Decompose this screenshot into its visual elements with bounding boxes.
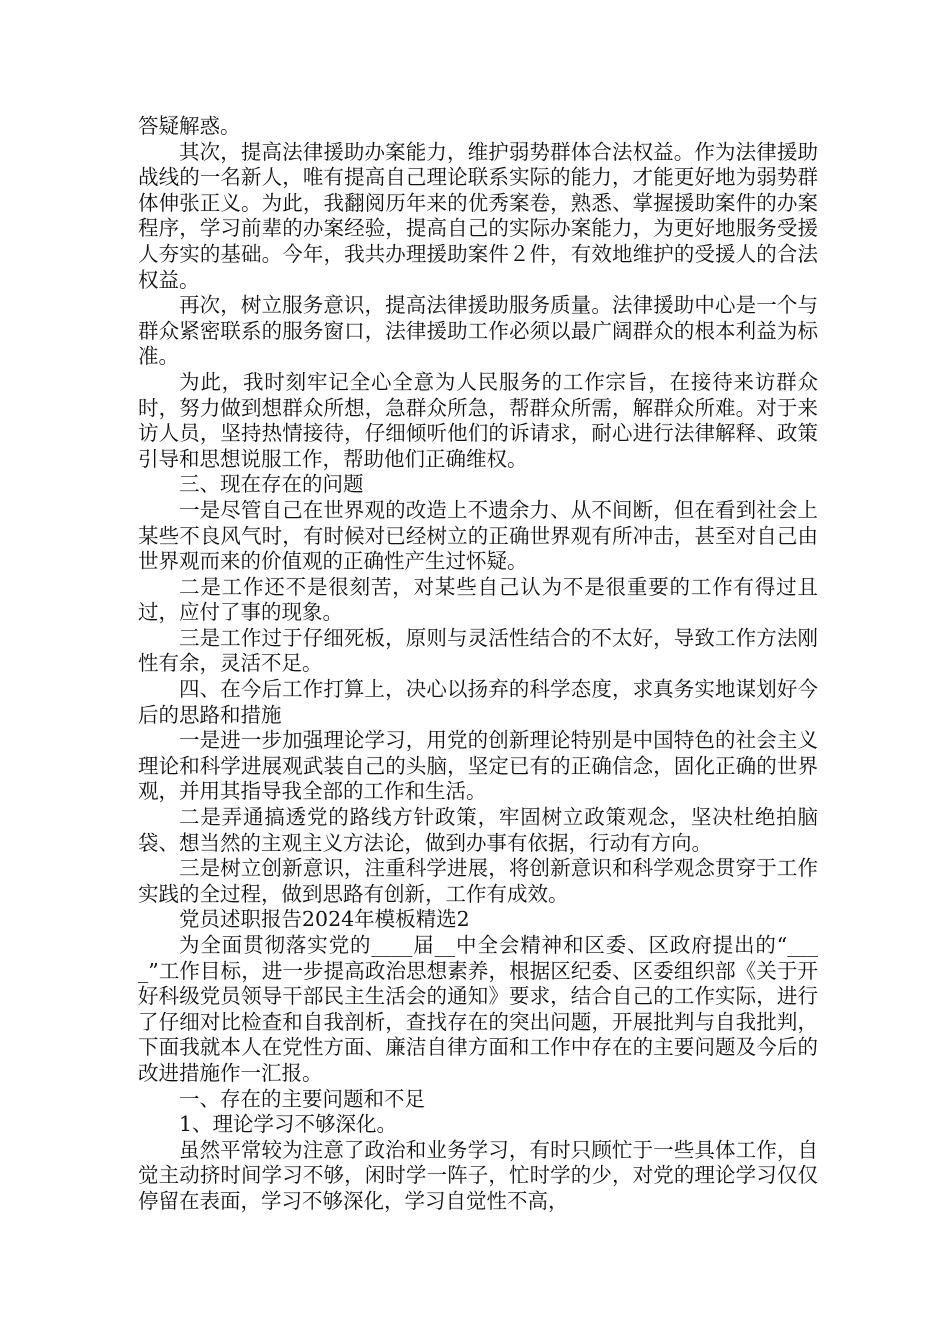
paragraph: 一是尽管自己在世界观的改造上不遗余力、从不间断，但在看到社会上某些不良风气时，有时候对已经树立的正确世界观有所冲击，甚至对自己由世界观而来的价值观的正确性产生过怀疑。 bbox=[138, 497, 818, 574]
document-page bbox=[138, 114, 818, 1215]
paragraph: 三是树立创新意识，注重科学进展，将创新意识和科学观念贯穿于工作实践的全过程，做到思路有创新，工作有成效。 bbox=[138, 856, 818, 906]
document-title: 党员述职报告2024年模板精选2 bbox=[179, 907, 470, 932]
paragraph: 二是工作还不是很刻苦，对某些自己认为不是很重要的工作有得过且过，应付了事的现象。 bbox=[138, 574, 818, 625]
paragraph: 三是工作过于仔细死板，原则与灵活性结合的不太好，导致工作方法刚性有余，灵活不足。 bbox=[138, 625, 818, 676]
paragraph: 二是弄通搞透党的路线方针政策，牢固树立政策观念，坚决杜绝拍脑袋、想当然的主观主义方法论，做到办事有依据，行动有方向。 bbox=[138, 805, 818, 855]
paragraph: 其次，提高法律援助办案能力，维护弱势群体合法权益。作为法律援助战线的一名新人，唯有提高自己理论联系实际的能力，才能更好地为弱势群体伸张正义。为此，我翻阅历年来的优秀案卷，熟悉、掌握援助案件的办案程序，学习前辈的办案经验，提高自己的实际办案能力，为更好地服务受援人夯实的基础。今年，我共办理援助案件２件，有效地维护的受援人的合法权益。 bbox=[138, 139, 818, 292]
section-heading: 一、存在的主要问题和不足 bbox=[179, 1086, 425, 1111]
paragraph: 一是进一步加强理论学习，用党的创新理论特别是中国特色的社会主义理论和科学进展观武装自己的头脑，坚定已有的正确信念，固化正确的世界观，并用其指导我全部的工作和生活。 bbox=[138, 728, 818, 804]
paragraph: 再次，树立服务意识，提高法律援助服务质量。法律援助中心是一个与群众紧密联系的服务窗口，法律援助工作必须以最广阔群众的根本利益为标准。 bbox=[138, 293, 818, 369]
section-heading: 三、现在存在的问题 bbox=[179, 472, 364, 497]
paragraph: 为全面贯彻落实党的____届__中全会精神和区委、区政府提出的“____”工作目标，进一步提高政治思想素养，根据区纪委、区委组织部《关于开好科级党员领导干部民主生活会的通知》要求，结合自己的工作实际，进行了仔细对比检查和自我剖析，查找存在的突出问题，开展批判与自我批判，下面我就本人在党性方面、廉洁自律方面和工作中存在的主要问题及今后的改进措施作一汇报。 bbox=[138, 933, 818, 1085]
subsection-heading: 1、理论学习不够深化。 bbox=[179, 1112, 398, 1137]
paragraph: 虽然平常较为注意了政治和业务学习，有时只顾忙于一些具体工作，自觉主动挤时间学习不够，闲时学一阵子，忙时学的少，对党的理论学习仅仅停留在表面，学习不够深化，学习自觉性不高， bbox=[138, 1137, 818, 1213]
paragraph: 答疑解惑。 bbox=[138, 114, 241, 138]
section-heading: 四、在今后工作打算上，决心以扬弃的科学态度，求真务实地谋划好今后的思路和措施 bbox=[138, 677, 818, 727]
paragraph: 为此，我时刻牢记全心全意为人民服务的工作宗旨，在接待来访群众时，努力做到想群众所想，急群众所急，帮群众所需，解群众所难。对于来访人员，坚持热情接待，仔细倾听他们的诉请求，耐心进行法律解释、政策引导和思想说服工作，帮助他们正确维权。 bbox=[138, 369, 818, 471]
